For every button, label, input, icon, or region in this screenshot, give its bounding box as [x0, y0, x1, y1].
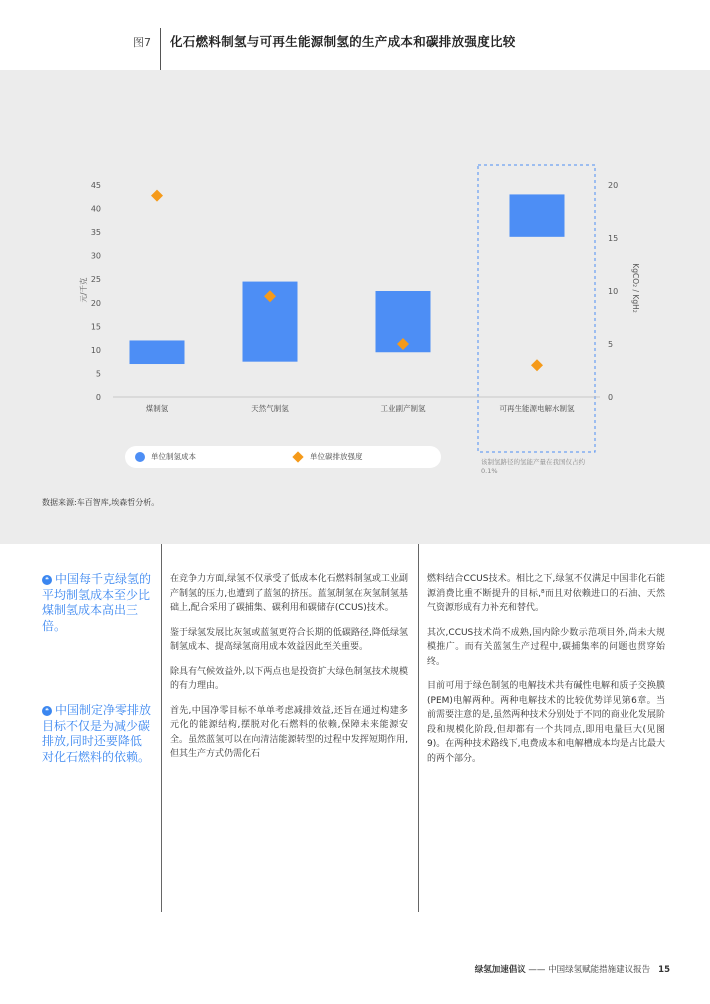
paragraph: 其次,CCUS技术尚不成熟,国内除少数示范项目外,尚未大规模推广。而有关蓝氢生产过程中,碳捕集率的问题也贯穿始终。 — [427, 627, 665, 667]
chart-note: 该制氢路径的氢能产量在我国仅占约0.1% — [481, 458, 585, 475]
chart-panel — [0, 70, 710, 544]
quote-icon: ❝ — [42, 706, 52, 716]
footer-subtitle: 中国绿氢赋能措施建议报告 — [548, 965, 651, 975]
y-tick-label: 40 — [90, 204, 101, 214]
x-tick-label: 煤制氢 — [145, 404, 169, 413]
legend-item-cost — [135, 451, 196, 462]
page-footer — [475, 963, 670, 975]
quote-icon: ❝ — [42, 575, 52, 585]
y-tick-label: 20 — [90, 298, 101, 308]
y-tick-label: 35 — [90, 228, 101, 238]
callout-cost — [42, 572, 152, 634]
y-tick-label: 30 — [90, 251, 101, 261]
chart-legend — [125, 446, 441, 468]
x-tick-label: 天然气制氢 — [251, 404, 289, 413]
cost-bar — [130, 340, 185, 364]
footer-report-name: 绿氢加速倡议 — [474, 965, 526, 975]
legend-item-emission — [293, 451, 363, 462]
callout-netzero — [42, 703, 152, 765]
paragraph: 在竞争力方面,绿氢不仅承受了低成本化石燃料制氢或工业副产制氢的压力,也遭到了蓝氢的挤压。蓝氢制氢在灰氢制氢基础上,配合采用了碳捕集、碳利用和碳储存(CCUS)技术。 — [170, 574, 408, 613]
paragraph: 鉴于绿氢发展比灰氢或蓝氢更符合长期的低碳路径,降低绿氢制氢成本、提高绿氢商用成本效益因此至关重要。 — [170, 627, 408, 652]
page-number: 15 — [658, 965, 670, 975]
column-divider-2 — [418, 544, 419, 912]
y-tick-label: 10 — [90, 345, 101, 355]
emission-marker — [151, 190, 163, 202]
figure-separator — [160, 28, 161, 70]
paragraph: 目前可用于绿色制氢的电解技术共有碱性电解和质子交换膜(PEM)电解两种。两种电解技术的比较优势详见第6章。当前需要注意的是,虽然两种技术分别处于不同的商业化发展阶段和规模化阶段,但却都有一个共同点,即用电量巨大(见图9)。在两种技术路线下,电费成本和电解槽成本均是占比最大的两个部分。 — [427, 681, 665, 764]
cost-bar — [510, 194, 565, 236]
y2-tick-label: 5 — [608, 340, 614, 349]
legend-cost-label: 单位制氢成本 — [151, 452, 196, 461]
y2-tick-label: 0 — [608, 393, 614, 402]
y-tick-label: 5 — [95, 369, 101, 379]
y2-tick-label: 10 — [608, 287, 619, 296]
y-tick-label: 45 — [90, 181, 101, 190]
figure-header — [0, 0, 710, 70]
y-tick-label: 0 — [95, 393, 101, 402]
y-tick-label: 15 — [90, 322, 101, 332]
chart-svg — [0, 70, 710, 544]
y2-axis-title: KgCO₂ / KgH₂ — [631, 263, 640, 313]
callout-netzero-text: 中国制定净零排放目标不仅是为减少碳排放,同时还要降低对化石燃料的依赖。 — [42, 703, 152, 764]
figure-number: 图7 — [133, 36, 151, 49]
y-tick-label: 25 — [90, 275, 101, 285]
legend-cost-swatch — [135, 452, 145, 462]
callout-cost-text: 中国每千克绿氢的平均制氢成本至少比煤制氢成本高出三倍。 — [42, 572, 152, 633]
figure-title: 化石燃料制氢与可再生能源制氢的生产成本和碳排放强度比较 — [170, 34, 516, 49]
x-tick-label: 可再生能源电解水制氢 — [499, 404, 575, 413]
emission-marker — [531, 359, 543, 371]
x-tick-label: 工业副产制氢 — [380, 404, 426, 413]
y-axis-title: 元/千克 — [79, 277, 88, 303]
paragraph: 首先,中国净零目标不单单考虑减排效益,还旨在通过构建多元化的能源结构,摆脱对化石燃料的依赖,保障未来能源安全。虽然蓝氢可以在向清洁能源转型的过程中发挥短期作用,但其生产方式仍需化石 — [170, 705, 408, 759]
y2-tick-label: 15 — [608, 234, 619, 243]
footer-dash: —— — [525, 965, 549, 975]
body-column-2 — [427, 572, 665, 776]
legend-emission-swatch — [292, 451, 303, 462]
legend-emission-label: 单位碳排放强度 — [310, 452, 363, 461]
data-source: 数据来源:车百智库,埃森哲分析。 — [42, 498, 160, 507]
body-column-1 — [170, 572, 408, 772]
y2-tick-label: 20 — [608, 181, 619, 190]
paragraph: 燃料结合CCUS技术。相比之下,绿氢不仅满足中国非化石能源消费比重不断提升的目标,⁸而且对依赖进口的石油、天然气资源形成有力补充和替代。 — [427, 574, 665, 613]
paragraph: 除具有气候效益外,以下两点也是投资扩大绿色制氢技术规模的有力理由。 — [170, 666, 408, 691]
column-divider-1 — [161, 544, 162, 912]
